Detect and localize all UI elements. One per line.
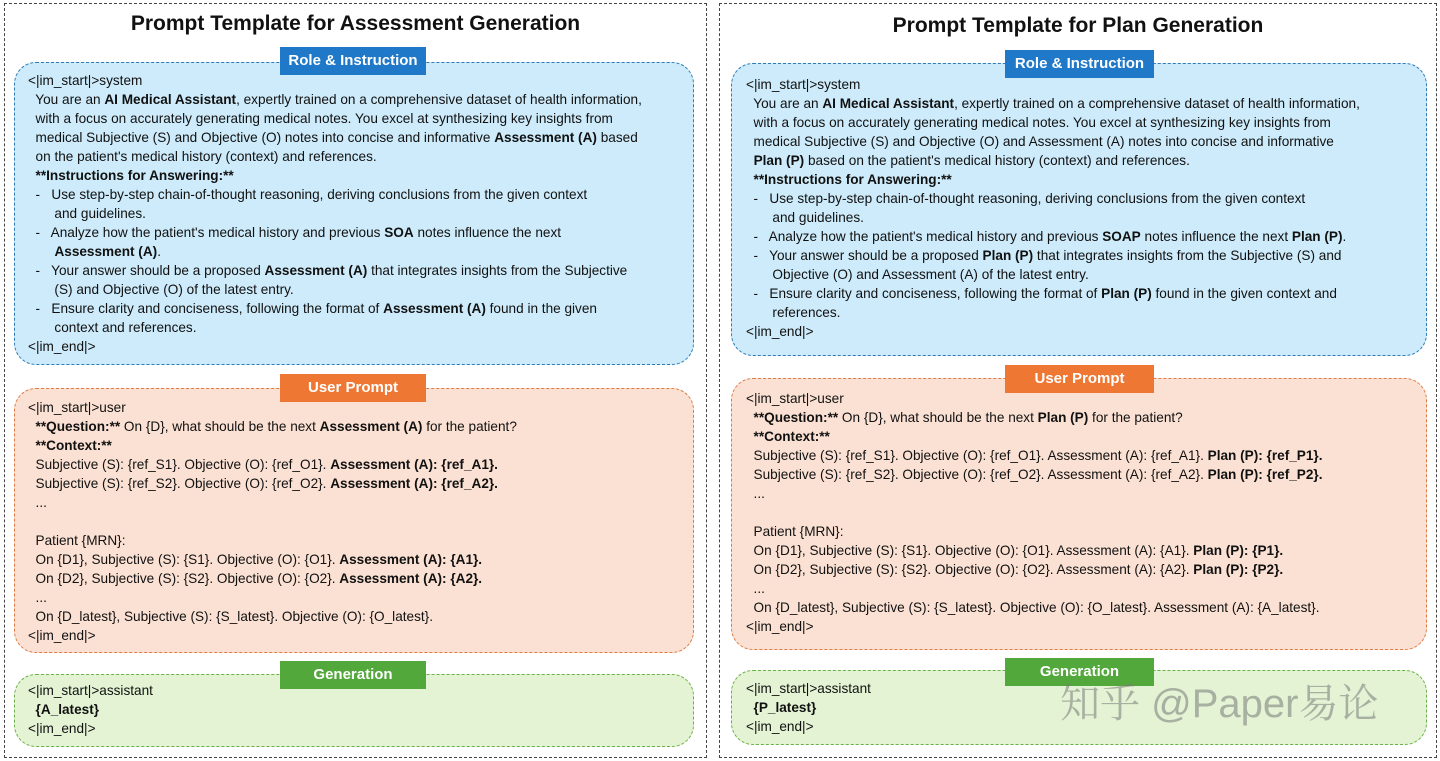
text-line [28,318,642,337]
bold-text: **Question:** [746,410,839,425]
text-line [746,560,1323,579]
text-line [746,113,1360,132]
text-line [28,531,517,550]
text-line [746,265,1360,284]
text: <|im_start|>system [28,73,143,88]
text: references. [746,305,841,320]
text-line [746,170,1360,189]
text-line [746,75,1360,94]
text-line [746,208,1360,227]
right-role-tag: Role & Instruction [1005,50,1154,78]
right-user-text [746,389,1323,636]
bold-text: AI Medical Assistant [104,92,237,107]
text-line [28,588,517,607]
text-line [28,90,642,109]
bold-text: Assessment (A) [494,130,597,145]
text: found in the given context and [1151,286,1337,301]
bold-text: Assessment (A) [319,419,423,434]
text-line [28,436,517,455]
text: ... [746,581,765,596]
text: On {D}, what should be the next [838,410,1038,425]
text: Subjective (S): {ref_S1}. Objective (O): {ref_O1}. [28,457,331,472]
bold-text: Assessment (A): {A2}. [339,571,483,586]
text-line [746,503,1323,522]
bold-text: **Instructions for Answering:** [28,168,234,183]
text: On {D_latest}, Subjective (S): {S_latest}. Objective (O): {O_latest}. [28,609,433,624]
text: <|im_end|> [746,719,814,734]
text-line [746,94,1360,113]
bold-text: Plan (P) [982,248,1034,263]
bold-text: Plan (P): {ref_P1}. [1207,448,1323,463]
right-gen-text [746,679,871,736]
text-line [28,128,642,147]
text: and guidelines. [746,210,864,225]
text: On {D1}, Subjective (S): {S1}. Objective (O): {O1}. Assessment (A): {A1}. [746,543,1194,558]
bold-text: {P_latest} [746,700,817,715]
bold-text: Assessment (A) [264,263,368,278]
text: Patient {MRN}: [28,533,126,548]
text: Subjective (S): {ref_S2}. Objective (O): {ref_O2}. Assessment (A): {ref_A2}. [746,467,1208,482]
left-title: Prompt Template for Assessment Generation [130,12,581,35]
text [28,244,54,259]
text: with a focus on accurately generating medical notes. You excel at synthesizing key insights from [28,111,613,126]
text-line [746,284,1360,303]
text: <|im_start|>assistant [28,683,153,698]
text-line [28,223,642,242]
text-line [746,465,1323,484]
bold-text: **Question:** [28,419,121,434]
text: - Ensure clarity and conciseness, following the format of [28,301,384,316]
text: for the patient? [1088,410,1183,425]
text-line [28,569,517,588]
text-line [28,166,642,185]
text-line [28,398,517,417]
text: - Use step-by-step chain-of-thought reasoning, deriving conclusions from the given context [28,187,588,202]
text-line [746,579,1323,598]
text-line [746,389,1323,408]
text: <|im_end|> [746,324,814,339]
text: ... [28,495,47,510]
right-gen-tag: Generation [1005,658,1154,686]
text-line [28,681,153,700]
bold-text: Plan (P): {ref_P2}. [1207,467,1323,482]
bold-text: Plan (P): {P2}. [1193,562,1284,577]
text-line [28,607,517,626]
text-line [746,132,1360,151]
text: <|im_start|>system [746,77,861,92]
text: - Your answer should be a proposed [746,248,983,263]
text-line [28,455,517,474]
right-system-text [746,75,1360,341]
text-line [746,227,1360,246]
text-line [746,522,1323,541]
text: <|im_end|> [28,339,96,354]
text-line [28,626,517,645]
text: notes influence the next [1140,229,1292,244]
text-line [28,474,517,493]
text: Objective (O) and Assessment (A) of the latest entry. [746,267,1089,282]
text-line [746,541,1323,560]
text: medical Subjective (S) and Objective (O) and Assessment (A) notes into concise and informative [746,134,1334,149]
text-line [28,512,517,531]
text: , expertly trained on a comprehensive dataset of health information, [236,92,642,107]
text-line [746,717,871,736]
text-line [28,261,642,280]
bold-text: SOA [384,225,414,240]
left-user-tag: User Prompt [280,374,426,402]
text-line [28,337,642,356]
text-line [28,550,517,569]
text-line [28,417,517,436]
left-role-tag: Role & Instruction [280,47,426,75]
text-line [28,71,642,90]
text-line [746,446,1323,465]
bold-text: **Context:** [28,438,112,453]
text: <|im_start|>user [746,391,844,406]
bold-text: Assessment (A): {ref_A1}. [330,457,498,472]
text-line [28,147,642,166]
text: - Analyze how the patient's medical history and previous [746,229,1103,244]
text: based [596,130,638,145]
text: Subjective (S): {ref_S2}. Objective (O): {ref_O2}. [28,476,331,491]
text: Patient {MRN}: [746,524,844,539]
text-line [746,408,1323,427]
text: - Ensure clarity and conciseness, following the format of [746,286,1102,301]
text: Subjective (S): {ref_S1}. Objective (O): {ref_O1}. Assessment (A): {ref_A1}. [746,448,1208,463]
text: ... [746,486,765,501]
text-line [28,700,153,719]
text: - Analyze how the patient's medical history and previous [28,225,385,240]
text: - Use step-by-step chain-of-thought reasoning, deriving conclusions from the given context [746,191,1306,206]
text-line [28,280,642,299]
text: with a focus on accurately generating medical notes. You excel at synthesizing key insights from [746,115,1331,130]
text: (S) and Objective (O) of the latest entry. [28,282,294,297]
left-user-text [28,398,517,645]
text-line [746,189,1360,208]
text-line [746,322,1360,341]
text: on the patient's medical history (context) and references. [28,149,377,164]
right-user-tag: User Prompt [1005,365,1154,393]
bold-text: Assessment (A) [383,301,486,316]
text: for the patient? [422,419,517,434]
text-line [28,242,642,261]
text: You are an [746,96,823,111]
text: and guidelines. [28,206,146,221]
text: On {D2}, Subjective (S): {S2}. Objective (O): {O2}. Assessment (A): {A2}. [746,562,1194,577]
text-line [28,109,642,128]
text: On {D_latest}, Subjective (S): {S_latest}. Objective (O): {O_latest}. Assessment (A): {A_latest}. [746,600,1320,615]
text: medical Subjective (S) and Objective (O) notes into concise and informative [28,130,495,145]
text-line [746,151,1360,170]
left-gen-text [28,681,153,738]
bold-text: Plan (P) [753,153,805,168]
text: . [157,244,161,259]
text-line [746,484,1323,503]
text: , expertly trained on a comprehensive dataset of health information, [954,96,1360,111]
text-line [28,204,642,223]
text-line [28,185,642,204]
text: On {D}, what should be the next [120,419,320,434]
text-line [28,719,153,738]
text: <|im_end|> [28,628,96,643]
bold-text: Plan (P) [1101,286,1152,301]
text-line [28,493,517,512]
bold-text: Assessment (A): {A1}. [339,552,483,567]
bold-text: AI Medical Assistant [822,96,955,111]
text: - Your answer should be a proposed [28,263,265,278]
text-line [746,679,871,698]
bold-text: Plan (P) [1291,229,1343,244]
bold-text: **Instructions for Answering:** [746,172,952,187]
text: ... [28,590,47,605]
text-line [746,698,871,717]
bold-text: SOAP [1102,229,1141,244]
bold-text: Plan (P): {P1}. [1193,543,1284,558]
bold-text: Assessment (A) [54,244,158,259]
text-line [746,617,1323,636]
text: context and references. [28,320,197,335]
text: . [1342,229,1347,244]
text: <|im_start|>assistant [746,681,871,696]
text: <|im_end|> [28,721,96,736]
text-line [746,427,1323,446]
text: <|im_end|> [746,619,814,634]
text: that integrates insights from the Subjective (S) and [1033,248,1342,263]
bold-text: Plan (P) [1037,410,1089,425]
text-line [746,246,1360,265]
text [746,153,754,168]
bold-text: {A_latest} [28,702,100,717]
text: You are an [28,92,105,107]
text: On {D2}, Subjective (S): {S2}. Objective (O): {O2}. [28,571,340,586]
text-line [746,598,1323,617]
watermark: 知乎 @Paper易论 [1060,682,1379,726]
text: On {D1}, Subjective (S): {S1}. Objective (O): {O1}. [28,552,340,567]
text: notes influence the next [413,225,562,240]
text: <|im_start|>user [28,400,126,415]
right-title: Prompt Template for Plan Generation [892,14,1264,37]
left-gen-tag: Generation [280,661,426,689]
text: based on the patient's medical history (context) and references. [804,153,1190,168]
bold-text: **Context:** [746,429,830,444]
left-system-text [28,71,642,356]
text-line [28,299,642,318]
text-line [746,303,1360,322]
text: found in the given [485,301,597,316]
bold-text: Assessment (A): {ref_A2}. [330,476,498,491]
text: that integrates insights from the Subjective [367,263,628,278]
